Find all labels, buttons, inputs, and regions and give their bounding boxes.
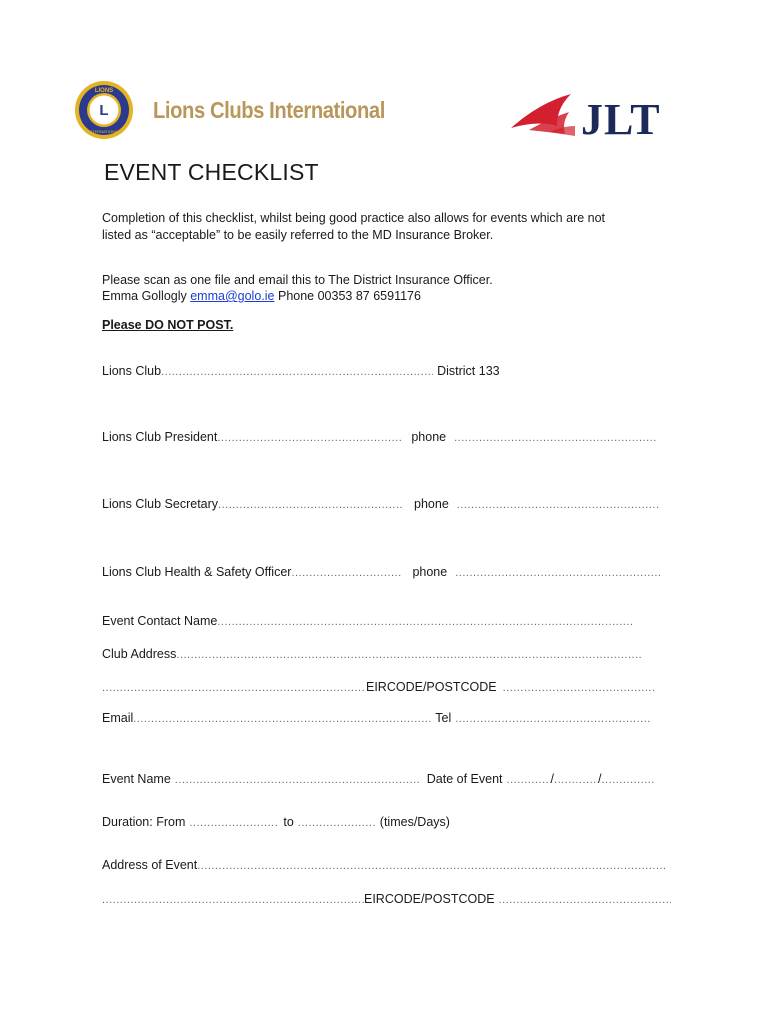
email-label: Email (102, 711, 134, 725)
seal-top-text: LIONS (94, 88, 114, 94)
tel-label: Tel (435, 711, 452, 725)
secretary-field[interactable] (218, 499, 403, 511)
event-year-field[interactable] (602, 774, 654, 786)
hs-officer-phone-field[interactable] (455, 567, 660, 579)
hs-officer-row (102, 565, 677, 583)
contact-email-link[interactable]: emma@golo.ie (190, 289, 275, 303)
hs-officer-label: Lions Club Health & Safety Officer (102, 565, 292, 579)
event-contact-label: Event Contact Name (102, 614, 218, 628)
do-not-post-notice: Please DO NOT POST. (102, 318, 234, 332)
club-eircode-field[interactable] (503, 682, 655, 694)
event-name-label: Event Name (102, 772, 171, 786)
date-separator-1: / (550, 772, 555, 786)
event-eircode-label: EIRCODE/POSTCODE (364, 892, 495, 906)
jlt-logo-text: JLT (581, 95, 661, 140)
lions-club-label: Lions Club (102, 364, 162, 378)
club-address-label: Club Address (102, 647, 177, 661)
event-contact-field[interactable] (217, 616, 633, 628)
event-address-line-2-field[interactable] (102, 894, 364, 906)
seal-bottom-text: INTERNATIONAL (88, 129, 120, 134)
club-address-field[interactable] (176, 649, 641, 661)
intro-line-1: Completion of this checklist, whilst being good practice also allows for events which are not (102, 211, 606, 225)
president-label: Lions Club President (102, 430, 218, 444)
event-contact-row (102, 614, 677, 632)
intro-line-2: listed as “acceptable” to be easily referred to the MD Insurance Broker. (102, 228, 494, 242)
date-separator-2: / (598, 772, 602, 786)
secretary-row (102, 497, 677, 515)
hs-officer-field[interactable] (291, 567, 401, 579)
event-month-field[interactable] (554, 774, 598, 786)
email-tel-row (102, 711, 677, 729)
event-eircode-row (102, 892, 677, 910)
page-title: EVENT CHECKLIST (104, 159, 319, 185)
duration-row (102, 815, 677, 833)
event-day-field[interactable] (507, 774, 551, 786)
event-address-field[interactable] (197, 860, 667, 872)
duration-from-label: Duration: From (102, 815, 186, 829)
club-eircode-row (102, 680, 677, 698)
secretary-phone-label: phone (414, 497, 449, 511)
duration-to-field[interactable] (298, 817, 376, 829)
hs-officer-phone-label: phone (412, 565, 448, 579)
lions-club-field[interactable] (161, 366, 433, 378)
duration-from-field[interactable] (189, 817, 279, 829)
club-address-line-2-field[interactable] (102, 682, 366, 694)
contact-line (102, 288, 421, 305)
event-address-row (102, 858, 677, 876)
club-eircode-label: EIRCODE/POSTCODE (366, 680, 497, 694)
lions-club-row (102, 364, 677, 382)
president-row (102, 430, 677, 448)
president-phone-field[interactable] (454, 432, 657, 444)
club-address-row (102, 647, 677, 665)
event-eircode-field[interactable] (499, 894, 671, 906)
duration-to-label: to (283, 815, 294, 829)
president-field[interactable] (217, 432, 401, 444)
contact-name: Emma Gollogly (102, 289, 187, 303)
event-name-field[interactable] (175, 774, 419, 786)
jlt-logo (509, 92, 689, 140)
svg-text:L: L (99, 102, 109, 119)
scan-instructions: Please scan as one file and email this to The District Insurance Officer. (102, 273, 493, 287)
date-of-event-label: Date of Event (426, 772, 503, 786)
tel-field[interactable] (455, 713, 652, 725)
lions-clubs-international-name: Lions Clubs International (153, 97, 385, 123)
contact-phone: Phone 00353 87 6591176 (277, 289, 421, 303)
email-field[interactable] (133, 713, 431, 725)
times-days-label: (times/Days) (379, 815, 450, 829)
event-name-row (102, 772, 677, 790)
lions-club-seal-logo (74, 80, 134, 140)
event-address-label: Address of Event (102, 858, 198, 872)
secretary-label: Lions Club Secretary (102, 497, 219, 511)
district-label: District 133 (437, 364, 500, 378)
president-phone-label: phone (411, 430, 447, 444)
secretary-phone-field[interactable] (457, 499, 660, 511)
